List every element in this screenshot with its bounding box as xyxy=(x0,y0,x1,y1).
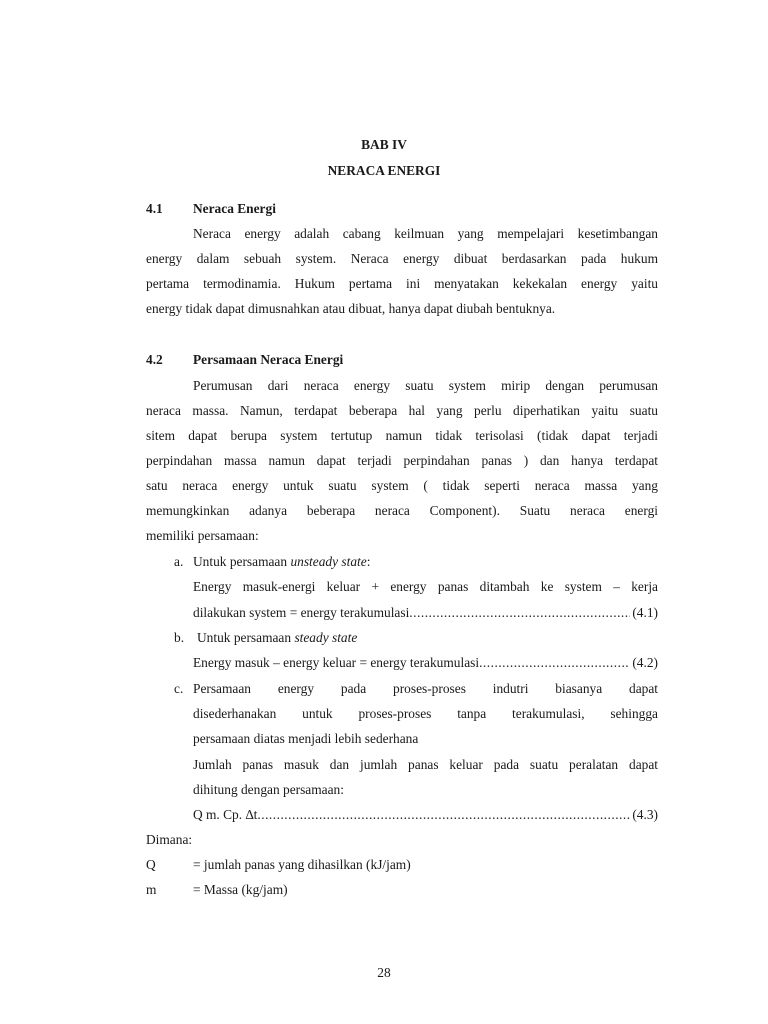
item-c-para-line-1: Jumlah panas masuk dan jumlah panas keluar pada suatu peralatan dapat xyxy=(193,757,658,772)
item-a-line-1: Energy masuk-energi keluar + energy panas ditambah ke system – kerja xyxy=(193,579,658,594)
leader-dots xyxy=(409,604,630,622)
item-b-intro-italic: steady state xyxy=(294,630,358,645)
def-text-q: = jumlah panas yang dihasilkan (kJ/jam) xyxy=(193,857,411,872)
formula: Q m. Cp. ∆t xyxy=(193,807,258,822)
item-b-line-1: Energy masuk – energy keluar = energy terakumulasi xyxy=(193,655,480,670)
def-symbol-m: m xyxy=(146,882,157,897)
item-a-equation-row xyxy=(193,604,658,622)
def-symbol-q: Q xyxy=(146,857,156,872)
section2-title: Persamaan Neraca Energi xyxy=(193,352,344,367)
item-c-paragraph xyxy=(193,680,658,755)
def-text-m: = Massa (kg/jam) xyxy=(193,882,288,897)
section2-line-7: memiliki persamaan: xyxy=(146,528,259,543)
section2-line-2: neraca massa. Namun, terdapat beberapa hal yang perlu diperhatikan yaitu suatu xyxy=(146,403,658,418)
equation-number-4-2: (4.2) xyxy=(632,655,658,670)
item-c-para-line-2: dihitung dengan persamaan: xyxy=(193,782,344,797)
section2-line-1: Perumusan dari neraca energy suatu system mirip dengan perumusan xyxy=(193,378,658,393)
section1-line-1: Neraca energy adalah cabang keilmuan yang mempelajari kesetimbangan xyxy=(193,226,658,241)
item-a-marker: a. xyxy=(174,554,184,569)
section1-number: 4.1 xyxy=(146,201,163,216)
section1-line-4: energy tidak dapat dimusnahkan atau dibuat, hanya dapat diubah bentuknya. xyxy=(146,301,556,316)
chapter-title: NERACA ENERGI xyxy=(327,163,441,178)
equation-number-4-1: (4.1) xyxy=(632,605,658,620)
item-a-intro: Untuk persamaan unsteady state: xyxy=(193,554,371,569)
section1-line-3: pertama termodinamia. Hukum pertama ini menyatakan kekekalan energy yaitu xyxy=(146,276,658,291)
section1-paragraph xyxy=(146,225,658,325)
section2-line-5: satu neraca energy untuk suatu system ( tidak seperti neraca massa yang xyxy=(146,478,658,493)
section1-title: Neraca Energi xyxy=(193,201,276,216)
item-c-line-3: persamaan diatas menjadi lebih sederhana xyxy=(193,731,419,746)
section2-line-6: memungkinkan adanya beberapa neraca Component). Suatu neraca energi xyxy=(146,503,658,518)
chapter-label: BAB IV xyxy=(361,137,407,152)
item-c-line-2: disederhanakan untuk proses-proses tanpa terakumulasi, sehingga xyxy=(193,706,658,721)
section2-line-3: sitem dapat berupa system tertutup namun tidak terisolasi (tidak dapat terjadi xyxy=(146,428,658,443)
section1-line-2: energy dalam sebuah system. Neraca energy dibuat berdasarkan pada hukum xyxy=(146,251,658,266)
leader-dots xyxy=(257,806,630,824)
dimana-label: Dimana: xyxy=(146,832,193,847)
equation-number-4-3: (4.3) xyxy=(632,807,658,822)
section2-number: 4.2 xyxy=(146,352,163,367)
item-a-line-2: dilakukan system = energy terakumulasi xyxy=(193,605,410,620)
item-c-line-1: Persamaan energy pada proses-proses indutri biasanya dapat xyxy=(193,681,658,696)
section2-line-4: perpindahan massa namun dapat terjadi perpindahan panas ) dan hanya terdapat xyxy=(146,453,658,468)
item-c-equation-row xyxy=(193,806,658,824)
leader-dots xyxy=(479,654,630,672)
section2-paragraph xyxy=(146,377,658,552)
item-c-marker: c. xyxy=(174,681,184,696)
page-number: 28 xyxy=(377,965,391,980)
item-a-intro-italic: unsteady state xyxy=(290,554,367,569)
item-b-equation-row xyxy=(193,654,658,672)
item-b-intro: Untuk persamaan steady state xyxy=(197,630,358,645)
item-b-marker: b. xyxy=(174,630,185,645)
